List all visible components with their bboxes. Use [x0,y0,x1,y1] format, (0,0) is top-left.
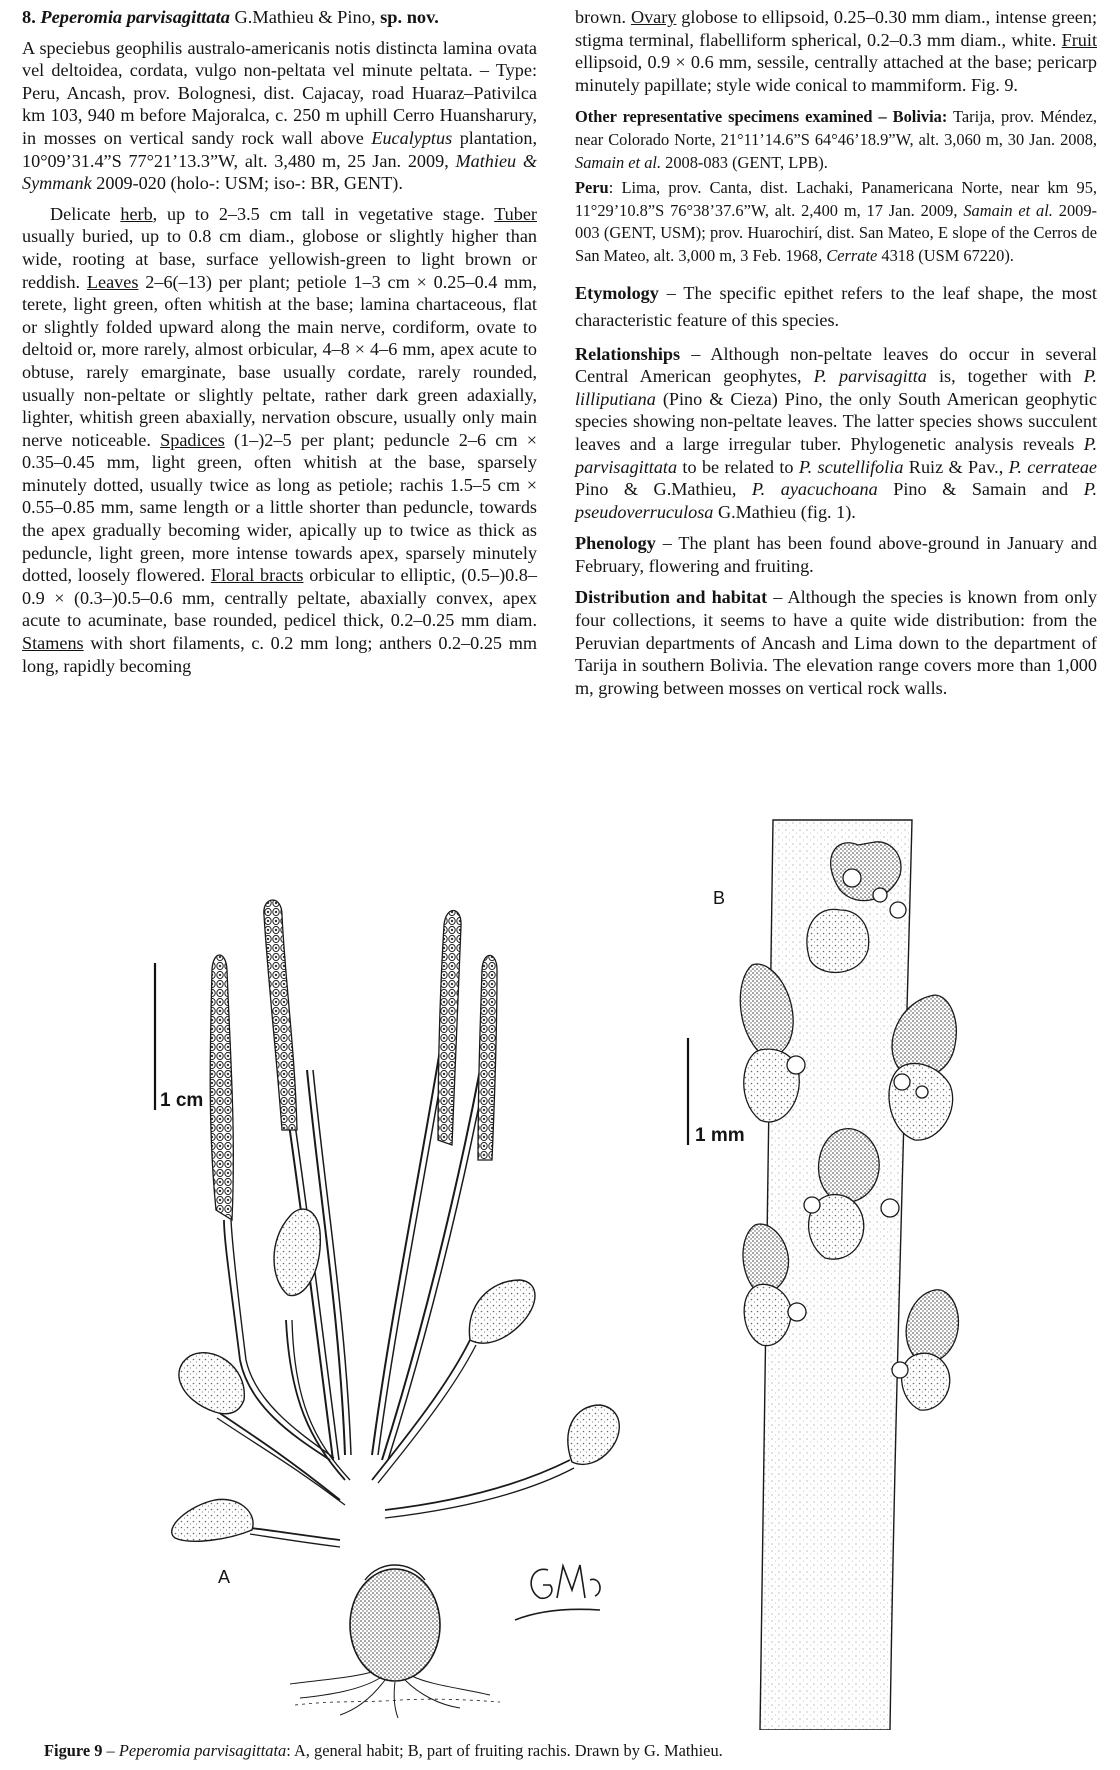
panel-a-habit [155,900,619,1718]
signature-gm [515,1565,600,1620]
rel-species-1: P. parvisagitta [813,366,927,387]
cont-ovary: Ovary [630,7,677,27]
leaf-4 [568,1405,620,1464]
tuber [350,1569,440,1681]
distribution-heading: Distribution and habitat [575,587,768,608]
rel-species-4: P. scutellifolia [798,456,904,477]
description-paragraph [22,203,537,677]
distribution-section [575,586,1097,699]
species-name: Peperomia parvisagittata [40,7,230,27]
spec-bol-text-a: Tarija, prov. Méndez, near Colorado Norte, 21°11’14.6”S 64°46’18.9”W, alt. 3,060 m, 30 Jan. 2008, [575,107,1097,149]
spike-3 [438,910,461,1145]
rel-text-g: Pino & Samain and [877,479,1084,500]
etymology-section [575,280,1097,334]
rel-species-7: P. pseudoverruculosa [575,479,1097,522]
desc-bracts: Floral bracts [210,565,304,586]
spike-1 [210,955,233,1220]
rel-species-3: P. parvisagittata [575,433,1097,477]
spec-peru-collector-2: Cerrate [826,245,878,265]
figure-caption [44,1741,723,1761]
spec-bol-collector: Samain et al. [575,152,662,172]
rel-text-a: – Although non-peltate leaves do occur in several Central American geophytes, [575,343,1097,387]
latin-collectors: Mathieu & Symmank [22,150,537,194]
distribution-text: – Although the species is known from only four collections, it seems to have a quite wide distribution: from the Peruvian departments of Ancash and Lima down to the department of Tarija in southern Bolivia. The elevation range covers more than 1,000 m, growing between mosses on vertical rock walls. [575,587,1097,698]
species-heading [22,6,537,29]
latin-text-c: 2009-020 (holo-: USM; iso-: BR, GENT). [91,173,403,194]
desc-text-e: (1–)2–5 per plant; peduncle 2–6 cm × 0.35–0.45 mm, light green, often whitish at the base, sparsely minutely dotted, usually twice as long as petiole; rachis 1.5–5 cm × 0.55–0.85 mm, same length or a little shorter than peduncle, towards the apex gradually becoming wider, apically up to twice as thick as peduncle, light green, more intense towards apex, sparsely minutely dotted, loosely flowered. [22,429,537,586]
right-column [575,6,1097,699]
rel-species-6: P. ayacuchoana [751,479,878,500]
rel-text-e: Ruiz & Pav., [903,456,1009,477]
desc-text-b: , up to 2–3.5 cm tall in vegetative stage. [152,203,495,224]
caption-heading: Figure 9 [44,1741,103,1760]
desc-leaves: Leaves [86,271,139,292]
rel-text-b: is, together with [926,366,1084,387]
spec-bol-text-b: 2008-083 (GENT, LPB). [661,152,828,172]
specimens-heading: Other representative specimens examined – Bolivia: [575,107,948,127]
rel-text-f: Pino & G.Mathieu, [575,479,752,500]
cont-text-c: ellipsoid, 0.9 × 0.6 mm, sessile, centrally attached at the base; pericarp minutely papillate; style wide conical to mammiform. Fig. 9. [575,52,1097,95]
desc-text-a: Delicate [50,203,121,224]
latin-text-a: A speciebus geophilis australo-americanis notis distincta lamina ovata vel deltoidea, cordata, vulgo non-peltata vel minute peltata. – Type: Peru, Ancash, prov. Bolognesi, dist. Cajacay, road Huaraz–Pativilca km 103, 940 m before Majoralca, c. 250 m uphill Cerro Huansharury, in mosses on vertical sandy rock wall above [22,37,537,148]
leaf-5 [172,1499,253,1541]
leaf-3 [469,1280,535,1343]
relationships-section [575,343,1097,524]
bract-5 [744,1284,791,1345]
desc-text-f: orbicular to elliptic, (0.5–)0.8–0.9 × (0.3–)0.5–0.6 mm, centrally peltate, abaxially convex, apex acute to acuminate, base rounded, pedicel thick, 0.2–0.25 mm diam. [22,565,537,631]
spike-4 [478,955,497,1160]
spec-peru-text-a: : Lima, prov. Canta, dist. Lachaki, Panamericana Norte, near km 95, 11°29’10.8”S 76°38’37.6”W, alt. 2,400 m, 17 Jan. 2009, [575,178,1097,220]
scale-label-b: 1 mm [695,1125,745,1146]
rel-species-2: P. lilliputiana [575,366,1097,409]
latin-diagnosis [22,37,537,195]
fruit-6 [906,1290,958,1362]
bract-6 [902,1353,950,1410]
spec-peru-text-b: 2009-003 (GENT, USM); prov. Huarochirí, dist. San Mateo, E slope of the Cerros de San Mateo, alt. 3,000 m, 3 Feb. 1968, [575,200,1098,265]
rel-text-d: to be related to [677,456,799,477]
desc-text-c: usually buried, up to 0.8 cm diam., globose or slightly higher than wide, rooting at base, surface yellowish-green to light brown or reddish. [22,226,537,292]
specimens-peru [575,177,1097,267]
relationships-heading: Relationships [575,343,681,364]
label-b: B [713,888,726,908]
figure-9 [0,800,1120,1730]
leaf-2 [179,1353,244,1414]
phenology-section [575,532,1097,577]
scale-label-a: 1 cm [160,1090,204,1111]
desc-text-d: 2–6(–13) per plant; petiole 1–3 cm × 0.25–0.4 mm, terete, light green, often whitish at the base; lamina chartaceous, flat or slightly folded upward along the main nerve, cordiform, ovate to deltoid or, more rarely, almost orbicular, 4–8 × 4–6 mm, apex acute to obtuse, rarely emarginate, base usually cordate, rarely rounded, usually non-peltate or slightly peltate, rather dark green adaxially, lighter, whitish green abaxially, nervation obscure, usually only main nerve noticeable. [22,271,537,450]
desc-herb: herb [120,203,153,224]
peduncle-3 [372,1050,440,1455]
figure-illustration [0,800,1120,1730]
desc-stamens: Stamens [22,633,84,654]
panel-b-rachis [688,820,958,1730]
spec-peru-text-c: 4318 (USM 67220). [877,245,1014,265]
caption-dash: – [102,1741,119,1760]
description-continued [575,6,1097,96]
leaf-1 [274,1209,320,1296]
phenology-heading: Phenology [575,533,656,554]
phenology-text: – The plant has been found above-ground in January and February, flowering and fruiting. [575,533,1097,576]
specimens-bolivia [575,106,1097,174]
peduncle-4 [382,1070,480,1460]
fruit-4 [819,1129,880,1203]
rel-text-h: G.Mathieu (fig. 1). [713,501,856,522]
etymology-heading: Etymology [575,282,659,303]
latin-eucalyptus: Eucalyptus [371,127,453,148]
caption-text: : A, general habit; B, part of fruiting rachis. Drawn by G. Mathieu. [286,1741,723,1760]
spike-2 [264,900,297,1130]
rel-text-c: (Pino & Cieza) Pino, the only South American geophytic species showing non-peltate leaves. The latter species shows succulent leaves and a large irregular tuber. Phylogenetic analysis reveals [575,388,1097,454]
cont-text-b: globose to ellipsoid, 0.25–0.30 mm diam., intense green; stigma terminal, flabelliform spherical, 0.2–0.3 mm diam., white. [575,7,1097,50]
spec-peru-heading: Peru [575,178,609,198]
left-column [22,6,537,677]
species-number: 8. [22,7,36,27]
desc-text-g: with short filaments, c. 0.2 mm long; anthers 0.2–0.25 mm long, rapidly becoming [22,633,537,676]
desc-spadices: Spadices [160,429,225,450]
latin-text-b: plantation, 10°09’31.4”S 77°21’13.3”W, alt. 3,480 m, 25 Jan. 2009, [22,127,537,171]
species-status: sp. nov. [380,7,439,27]
spec-peru-collector: Samain et al. [963,200,1053,220]
species-authors: G.Mathieu & Pino, [229,7,381,27]
etymology-text: – The specific epithet refers to the leaf shape, the most characteristic feature of this species. [575,282,1097,330]
rel-species-5: P. cerrateae [1008,456,1097,477]
label-a: A [218,1567,231,1587]
bract-1 [807,909,869,972]
cont-text-a: brown. [575,7,631,27]
caption-species: Peperomia parvisagittata [118,1741,287,1760]
desc-tuber: Tuber [494,203,537,224]
cont-fruit: Fruit [1061,29,1097,50]
